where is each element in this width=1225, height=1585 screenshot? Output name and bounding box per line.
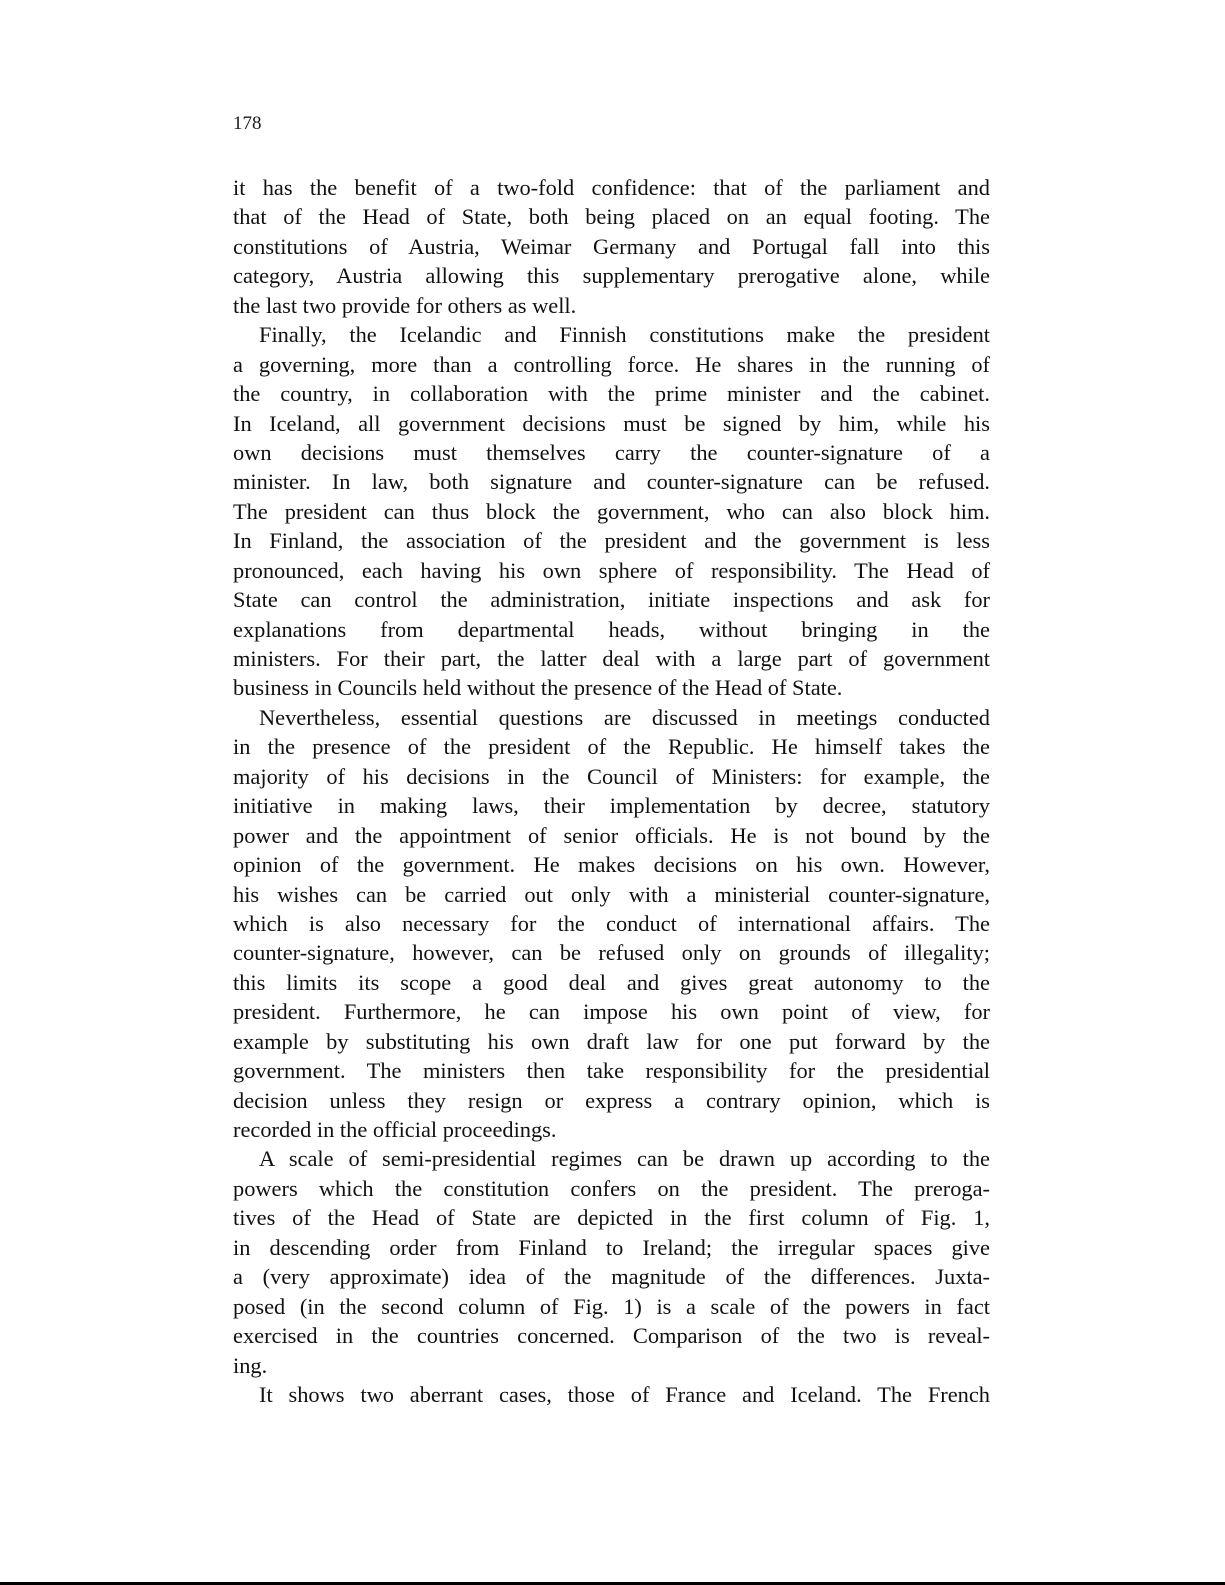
text-line: it has the benefit of a two-fold confidence: that of the parliament and xyxy=(233,175,990,200)
text-line: exercised in the countries concerned. Comparison of the two is reveal- xyxy=(233,1323,990,1349)
text-line: category, Austria allowing this supplementary prerogative alone, while xyxy=(233,263,990,289)
text-line: explanations from departmental heads, without bringing in the xyxy=(233,616,990,642)
text-line: Finally, the Icelandic and Finnish constitutions make the president xyxy=(259,322,990,348)
text-line: a (very approximate) idea of the magnitude of the differences. Juxta- xyxy=(233,1264,990,1290)
text-line: A scale of semi-presidential regimes can be drawn up according to the xyxy=(259,1146,990,1172)
text-line: a governing, more than a controlling force. He shares in the running of xyxy=(233,351,990,377)
text-line: powers which the constitution confers on the president. The preroga- xyxy=(233,1175,990,1201)
text-line: his wishes can be carried out only with a ministerial counter-signature, xyxy=(233,881,990,907)
text-line: decision unless they resign or express a contrary opinion, which is xyxy=(233,1087,990,1113)
text-line: example by substituting his own draft law for one put forward by the xyxy=(233,1028,990,1054)
text-line: minister. In law, both signature and counter-signature can be refused. xyxy=(233,469,990,495)
text-line: president. Furthermore, he can impose his own point of view, for xyxy=(233,999,990,1025)
text-line: The president can thus block the government, who can also block him. xyxy=(233,498,990,524)
text-line: Nevertheless, essential questions are discussed in meetings conducted xyxy=(259,704,990,730)
paragraph xyxy=(233,703,990,1145)
paragraph xyxy=(233,1380,990,1409)
text-line: ing. xyxy=(233,1352,268,1378)
text-line: State can control the administration, initiate inspections and ask for xyxy=(233,587,990,613)
text-line: government. The ministers then take responsibility for the presidential xyxy=(233,1058,990,1084)
text-line: in descending order from Finland to Ireland; the irregular spaces give xyxy=(233,1234,990,1260)
text-line: posed (in the second column of Fig. 1) is a scale of the powers in fact xyxy=(233,1293,990,1319)
text-line: own decisions must themselves carry the counter-signature of a xyxy=(233,439,990,465)
body-text xyxy=(233,173,990,1409)
text-line: this limits its scope a good deal and gives great autonomy to the xyxy=(233,969,990,995)
text-line: In Finland, the association of the president and the government is less xyxy=(233,528,990,554)
text-line: pronounced, each having his own sphere of responsibility. The Head of xyxy=(233,557,990,583)
text-line: counter-signature, however, can be refused only on grounds of illegality; xyxy=(233,940,990,966)
text-line: majority of his decisions in the Council of Ministers: for example, the xyxy=(233,763,990,789)
text-line: opinion of the government. He makes decisions on his own. However, xyxy=(233,852,990,878)
text-line: which is also necessary for the conduct of international affairs. The xyxy=(233,910,990,936)
text-line: the last two provide for others as well. xyxy=(233,292,577,318)
paragraph xyxy=(233,320,990,703)
text-line: It shows two aberrant cases, those of France and Iceland. The French xyxy=(259,1381,990,1407)
text-line: power and the appointment of senior officials. He is not bound by the xyxy=(233,822,990,848)
text-line: ministers. For their part, the latter deal with a large part of government xyxy=(233,646,990,671)
text-line: that of the Head of State, both being placed on an equal footing. The xyxy=(233,204,990,230)
text-line: In Iceland, all government decisions must be signed by him, while his xyxy=(233,410,990,436)
text-line: the country, in collaboration with the prime minister and the cabinet. xyxy=(233,381,990,407)
text-line: tives of the Head of State are depicted in the first column of Fig. 1, xyxy=(233,1205,990,1231)
paragraph xyxy=(233,1144,990,1380)
text-line: business in Councils held without the presence of the Head of State. xyxy=(233,675,843,701)
text-line: recorded in the official proceedings. xyxy=(233,1117,557,1142)
text-line: constitutions of Austria, Weimar Germany and Portugal fall into this xyxy=(233,233,990,259)
page-number: 178 xyxy=(233,113,262,134)
paragraph xyxy=(233,173,990,320)
text-line: initiative in making laws, their implementation by decree, statutory xyxy=(233,793,990,819)
text-line: in the presence of the president of the Republic. He himself takes the xyxy=(233,734,990,760)
